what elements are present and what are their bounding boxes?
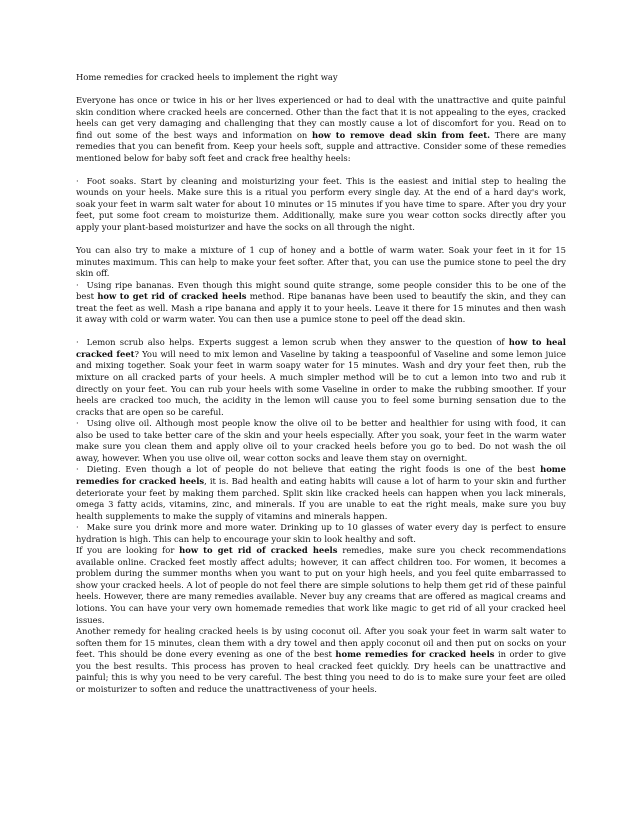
water-text: Make sure you drink more and more water. Drinking up to 10 glasses of water every day is perfect to ensure hydration is high. This can help to encourage your skin to look healthy and soft. xyxy=(76,522,566,544)
intro-paragraph xyxy=(76,95,566,164)
banana-text-2: method. Ripe bananas have been used to beautify the skin, and they can treat the feet as well. Mash a ripe banana and apply it to your heels. Leave it there for 15 minutes and then wash it away with cold or warm water. You can then use a pumice stone to peel off the dead skin. xyxy=(76,291,566,325)
bullet-glyph: · xyxy=(76,279,79,290)
foot-soaks-paragraph xyxy=(76,176,566,234)
bullet-glyph: · xyxy=(76,175,79,186)
coconut-text-2: in order to give you the best results. This process has proven to heal cracked feet quickly. Dry heels can be unattractive and painful; this is why you need to be very careful. The best thing you need to do is to make sure your feet are oiled or moisturizer to soften and reduce the unattractiveness of your heels. xyxy=(76,649,566,694)
document-title: Home remedies for cracked heels to implement the right way xyxy=(76,72,338,82)
looking-keyword: how to get rid of cracked heels xyxy=(179,545,338,556)
coconut-paragraph xyxy=(76,626,566,695)
water-paragraph xyxy=(76,522,566,545)
looking-text-1: If you are looking for xyxy=(76,545,180,556)
bullet-glyph: · xyxy=(76,464,79,475)
bullet-glyph: · xyxy=(76,418,79,429)
document-body xyxy=(76,72,566,695)
coconut-keyword: home remedies for cracked heels xyxy=(335,649,495,660)
olive-oil-text: Using olive oil. Although most people know the olive oil to be better and healthier for using with food, it can also be used to take better care of the skin and your heels especially. After you soak, your feet in the warm water make sure you clean them and apply olive oil to your cracked heels before you go to bed. Do not wash the oil away, however. When you use olive oil, wear cotton socks and leave them stay on overnight. xyxy=(76,418,566,463)
lemon-text-2: ? You will need to mix lemon and Vaseline by taking a teaspoonful of Vaseline and some lemon juice and mixing together. Soak your feet in warm soapy water for 15 minutes. Wash and dry your feet then, rub the mixture on all cracked parts of your heels. A much simpler method will be to cut a lemon into two and rub it directly on your feet. You can rub your heels with some Vaseline in order to make the rubbing smoother. If your heels are cracked too much, the acidity in the lemon will cause you to feel some burning sensation due to the cracks that are open so be careful. xyxy=(76,348,566,417)
coconut-text-1: Another remedy for healing cracked heels is by using coconut oil. After you soak your feet in warm salt water to soften them for 15 minutes, clean them with a dry towel and then apply coconut oil and then put on socks on your feet. This should be done every evening as one of the best xyxy=(76,626,566,660)
intro-text-2: There are many remedies that you can benefit from. Keep your heels soft, supple and attractive. Consider some of these remedies mentioned below for baby soft feet and crack free healthy heels: xyxy=(76,129,566,163)
foot-soaks-text: Foot soaks. Start by cleaning and moisturizing your feet. This is the easiest and initial step to healing the wounds on your heels. Make sure this is a ritual you perform every single day. At the end of a hard day's work, soak your feet in warm salt water for about 10 minutes or 15 minutes if you have time to spare. After you dry your feet, put some foot cream to moisturize them. Additionally, make sure you wear cotton socks directly after you apply your plant-based moisturizer and have the socks on all through the night. xyxy=(76,175,566,233)
dieting-text-2: , it is. Bad health and eating habits will cause a lot of harm to your skin and further deteriorate your feet by making them parched. Split skin like cracked heels can happen when you lack minerals, omega 3 fatty acids, vitamins, zinc, and minerals. If you are unable to eat the right meals, make sure you buy health supplements to make the supply of vitamins and minerals happen. xyxy=(76,475,567,521)
intro-text-1: Everyone has once or twice in his or her lives experienced or had to deal with the unattractive and quite painful skin condition where cracked heels are concerned. Other than the fact that it is not appealing to the eyes, cracked heels can get very damaging and challenging that they can mostly cause a lot of discomfort for you. Read on to find out some of the best ways and information on xyxy=(76,95,566,140)
dieting-keyword: home remedies for cracked heels xyxy=(76,464,566,486)
lemon-text-1: Lemon scrub also helps. Experts suggest a lemon scrub when they answer to the question of xyxy=(86,337,509,348)
dieting-paragraph xyxy=(76,464,566,522)
honey-paragraph: You can also try to make a mixture of 1 cup of honey and a bottle of warm water. Soak your feet in it for 15 minutes maximum. This can help to make your feet softer. After that, you can use the pumice stone to peel the dry skin off. xyxy=(76,245,566,279)
bullet-glyph: · xyxy=(76,337,79,348)
banana-paragraph xyxy=(76,280,566,326)
looking-paragraph xyxy=(76,545,566,626)
olive-oil-paragraph xyxy=(76,418,566,464)
banana-text-1: Using ripe bananas. Even though this might sound quite strange, some people consider this to be one of the best xyxy=(76,279,566,302)
banana-keyword: how to get rid of cracked heels xyxy=(97,291,247,302)
dieting-text-1: Dieting. Even though a lot of people do not believe that eating the right foods is one of the best xyxy=(86,464,541,475)
lemon-paragraph xyxy=(76,337,566,418)
intro-keyword: how to remove dead skin from feet. xyxy=(311,129,491,140)
looking-text-2: remedies, make sure you check recommendations available online. Cracked feet mostly affect adults; however, it can affect children too. For women, it becomes a problem during the summer months when you want to put on your high heels, and you feel quite embarrassed to show your cracked heels. A lot of people do not feel there are simple solutions to help them get rid of these painful heels. However, there are many remedies available. Never buy any creams that are offered as magical creams and lotions. You can have your very own homemade remedies that work like magic to get rid of all your cracked heel issues. xyxy=(76,545,566,625)
bullet-glyph: · xyxy=(76,522,79,533)
lemon-keyword: how to heal cracked feet xyxy=(76,337,566,359)
